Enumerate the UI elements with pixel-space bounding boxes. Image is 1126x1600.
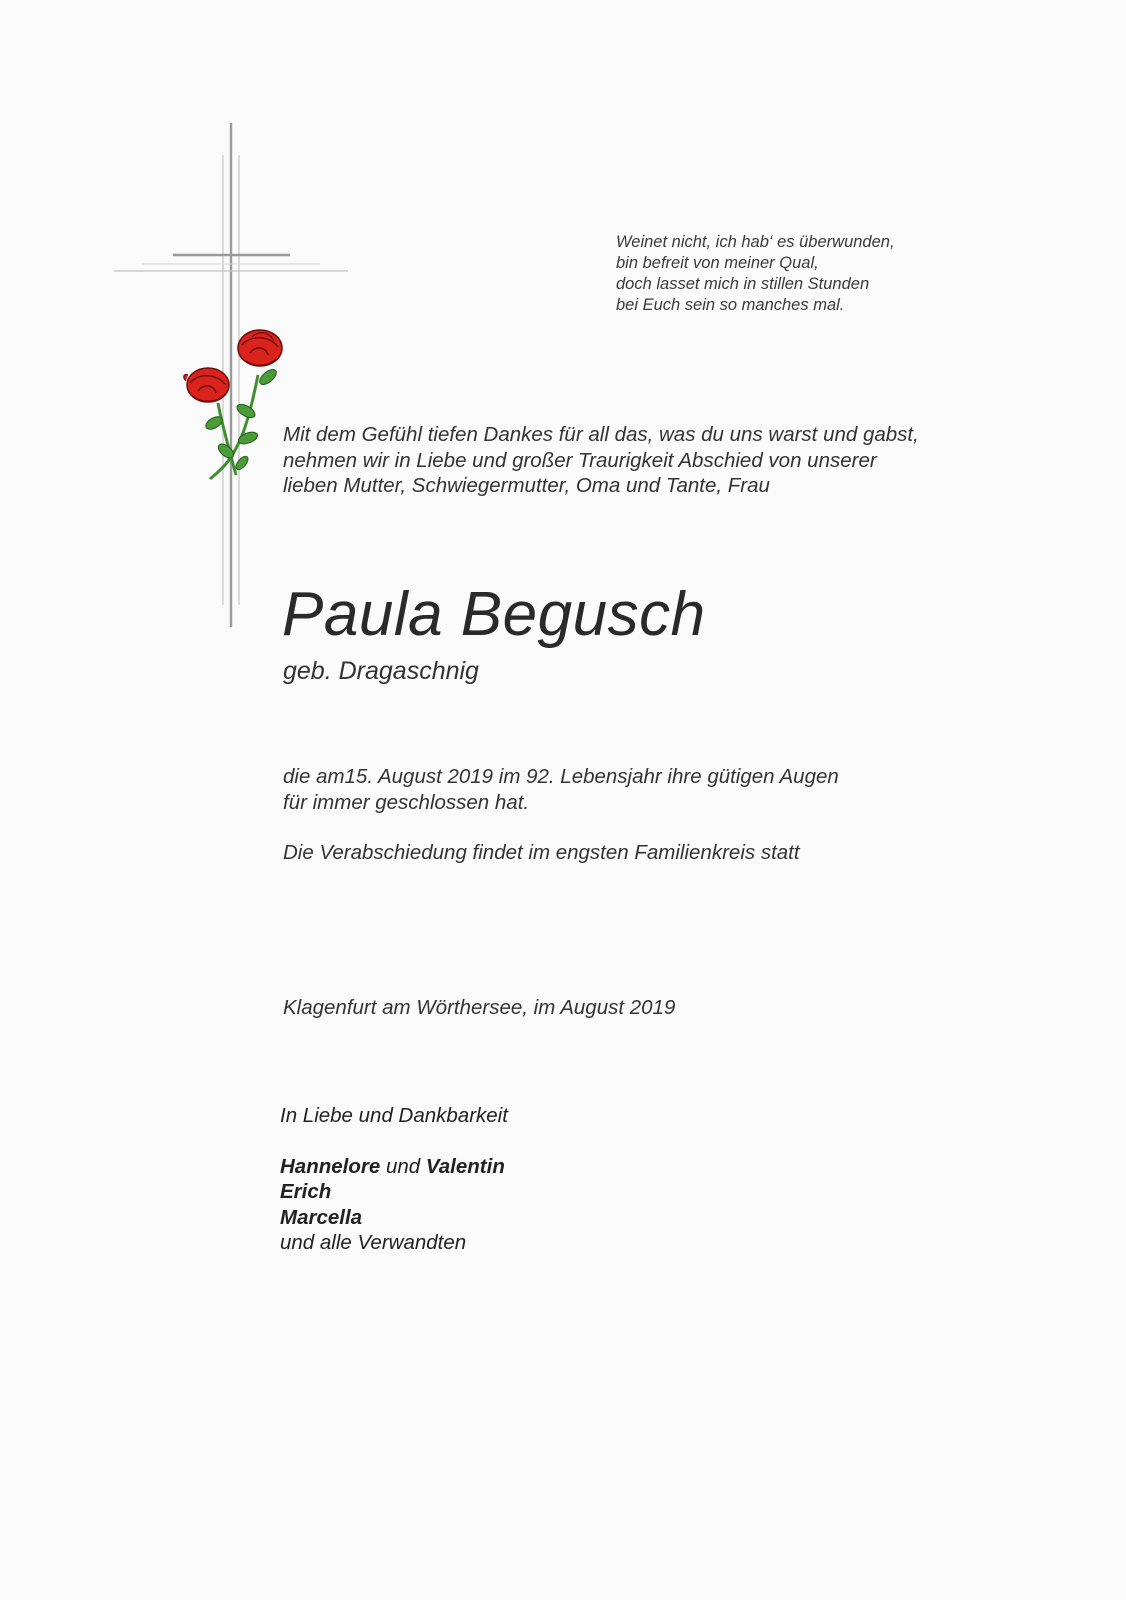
death-notice-line: die am15. August 2019 im 92. Lebensjahr ihre gütigen Augen xyxy=(283,765,839,788)
poem-line: bei Euch sein so manches mal. xyxy=(616,296,845,314)
cross-with-roses-icon xyxy=(100,115,380,635)
maiden-name: geb. Dragaschnig xyxy=(283,657,479,685)
poem-line: doch lasset mich in stillen Stunden xyxy=(616,275,870,293)
intro-line: lieben Mutter, Schwiegermutter, Oma und Tante, Frau xyxy=(283,474,770,497)
mourner-name: Valentin xyxy=(425,1154,505,1178)
poem-line: Weinet nicht, ich hab‘ es überwunden, xyxy=(616,233,895,251)
death-notice-line: für immer geschlossen hat. xyxy=(283,790,530,814)
place-date: Klagenfurt am Wörthersee, im August 2019 xyxy=(283,996,676,1019)
intro-line: nehmen wir in Liebe und großer Traurigkeit Abschied von unserer xyxy=(283,448,877,472)
mourner-name: Erich xyxy=(280,1180,332,1203)
deceased-name: Paula Begusch xyxy=(282,580,706,649)
poem xyxy=(616,232,1056,316)
closing-line: In Liebe und Dankbarkeit xyxy=(280,1104,508,1127)
farewell-text: Die Verabschiedung findet im engsten Familienkreis statt xyxy=(283,841,800,864)
intro-line: Mit dem Gefühl tiefen Dankes für all das, was du uns warst und gabst, xyxy=(283,423,919,446)
relatives-line: und alle Verwandten xyxy=(280,1231,467,1254)
intro-text xyxy=(283,422,1043,499)
mourner-name: Hannelore xyxy=(280,1154,381,1178)
poem-line: bin befreit von meiner Qual, xyxy=(616,254,819,272)
mourner-line xyxy=(280,1154,508,1180)
death-notice xyxy=(283,764,839,815)
mourner-name: Marcella xyxy=(280,1205,363,1229)
mourner-connector: und xyxy=(380,1154,426,1178)
mourners-signature xyxy=(280,1103,508,1256)
